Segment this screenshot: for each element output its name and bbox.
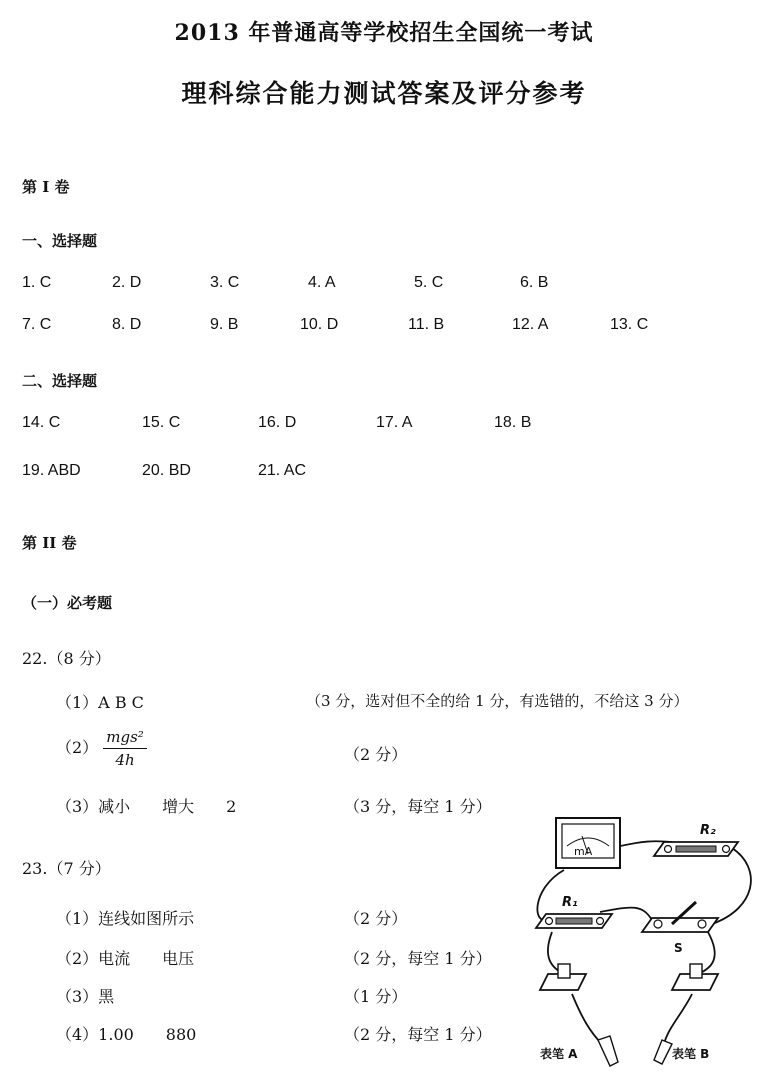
part1-label: 第 I 卷 — [22, 178, 70, 196]
q23-answer-3-score: （1 分） — [344, 987, 408, 1006]
probe-b — [654, 1040, 709, 1064]
answer-18: 18. B — [494, 414, 532, 431]
answer-4: 4. A — [308, 274, 336, 291]
answer-8: 8. D — [112, 316, 142, 333]
meter-label: mA — [574, 845, 593, 858]
r1-terminal-left — [546, 918, 553, 925]
probe-jack-a — [540, 964, 586, 990]
r1-label: R₁ — [562, 895, 578, 910]
q23-answer-4-score: （2 分，每空 1 分） — [344, 1025, 492, 1044]
probe-a-body — [598, 1036, 618, 1066]
answer-14: 14. C — [22, 414, 61, 431]
probe-b-label: 表笔 B — [672, 1047, 710, 1061]
switch-terminal-right — [698, 920, 706, 928]
document-title: 2013 年普通高等学校招生全国统一考试 — [174, 20, 594, 46]
answer-3: 3. C — [210, 274, 240, 291]
jack-b-post — [690, 964, 702, 978]
answer-7: 7. C — [22, 316, 52, 333]
q22-answer-1: （1）A B C — [56, 693, 144, 712]
q23-answer-2: （2）电流 电压 — [56, 949, 195, 968]
switch-label: S — [674, 941, 683, 955]
switch-terminal-left — [654, 920, 662, 928]
probe-b-body — [654, 1040, 672, 1064]
probe-jack-b — [672, 964, 718, 990]
jack-a-post — [558, 964, 570, 978]
q23-answer-4: （4）1.00 880 — [56, 1025, 197, 1044]
document-subtitle: 理科综合能力测试答案及评分参考 — [181, 79, 587, 108]
r2-coil — [676, 846, 716, 852]
switch-s — [642, 902, 718, 955]
answer-11: 11. B — [408, 316, 445, 333]
milliammeter — [556, 818, 620, 868]
probe-a — [540, 1036, 618, 1066]
part2-label: 第 II 卷 — [22, 534, 77, 552]
answer-20: 20. BD — [142, 462, 191, 479]
q22-answer-3-score: （3 分，每空 1 分） — [344, 797, 492, 816]
q22-answer-1-score: （3 分，选对但不全的给 1 分，有选错的，不给这 3 分） — [306, 692, 689, 710]
fraction-numerator: mgs² — [103, 728, 147, 749]
q22-answer-2-prefix: （2） — [56, 738, 99, 757]
r1-terminal-right — [597, 918, 604, 925]
q22-title: 22.（8 分） — [22, 649, 111, 668]
q22-answer-3: （3）减小 增大 2 — [56, 797, 237, 816]
q22-answer-2-score: （2 分） — [344, 745, 408, 764]
answer-16: 16. D — [258, 414, 297, 431]
q22-answer-2 — [56, 728, 147, 769]
answer-5: 5. C — [414, 274, 444, 291]
answer-10: 10. D — [300, 316, 339, 333]
q23-answer-1: （1）连线如图所示 — [56, 909, 195, 928]
section2-label: 二、选择题 — [22, 372, 98, 390]
circuit-diagram — [512, 808, 768, 1072]
answer-6: 6. B — [520, 274, 549, 291]
fraction-denominator: 4h — [115, 751, 135, 769]
switch-base — [642, 918, 718, 932]
resistor-r2 — [654, 823, 738, 856]
section1-label: 一、选择题 — [22, 232, 98, 250]
answer-9: 9. B — [210, 316, 239, 333]
probe-a-label: 表笔 A — [540, 1047, 578, 1061]
r2-label: R₂ — [700, 823, 716, 838]
answer-1: 1. C — [22, 274, 52, 291]
q23-answer-1-score: （2 分） — [344, 909, 408, 928]
q23-answer-3: （3）黑 — [56, 987, 115, 1006]
r1-coil — [556, 918, 592, 924]
q22-answer-2-fraction — [103, 728, 147, 769]
answer-2: 2. D — [112, 274, 142, 291]
r2-terminal-left — [665, 846, 672, 853]
answer-17: 17. A — [376, 414, 413, 431]
answer-12: 12. A — [512, 316, 549, 333]
answer-15: 15. C — [142, 414, 181, 431]
answer-19: 19. ABD — [22, 462, 81, 479]
q23-title: 23.（7 分） — [22, 859, 111, 878]
r2-terminal-right — [723, 846, 730, 853]
q23-answer-2-score: （2 分，每空 1 分） — [344, 949, 492, 968]
answer-21: 21. AC — [258, 462, 307, 479]
answer-13: 13. C — [610, 316, 649, 333]
required-section-label: （一）必考题 — [22, 594, 113, 612]
